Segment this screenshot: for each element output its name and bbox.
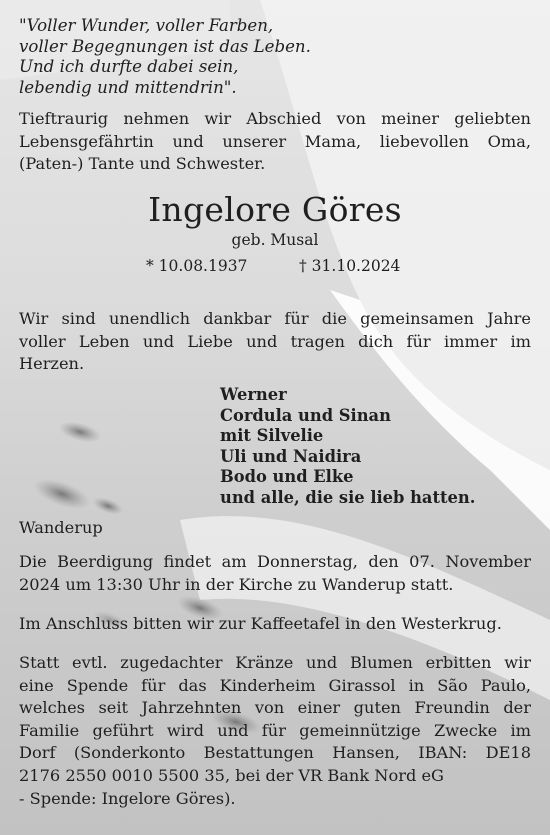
intro-line: Lebensgefährtin und unserer Mama, liebevollen Oma, bbox=[19, 131, 531, 151]
poem-line: lebendig und mittendrin". bbox=[19, 77, 237, 97]
mourner-entry: und alle, die sie lieb hatten. bbox=[220, 487, 476, 507]
thanks-line: voller Leben und Liebe und tragen dich für immer im bbox=[19, 331, 531, 351]
mourner-entry: Cordula und Sinan bbox=[220, 405, 391, 425]
donation-line: Statt evtl. zugedachter Kränze und Blumen erbitten wir bbox=[19, 653, 531, 672]
poem-line: voller Begegnungen ist das Leben. bbox=[19, 36, 311, 56]
death-date: † 31.10.2024 bbox=[299, 257, 401, 275]
donation-line: welches seit Jahrzehnten von einer guten Freundin der bbox=[19, 698, 531, 718]
donation-line: Dorf (Sonderkonto Bestattungen Hansen, IBAN: DE18 bbox=[19, 743, 531, 763]
deceased-name: Ingelore Göres bbox=[148, 190, 402, 229]
farewell-intro bbox=[19, 108, 531, 176]
mourner-entry: Uli und Naidira bbox=[220, 446, 362, 466]
intro-line: Tieftraurig nehmen wir Abschied von meiner geliebten bbox=[19, 109, 531, 128]
place-name: Wanderup bbox=[19, 518, 103, 537]
gratitude-text bbox=[19, 308, 531, 376]
intro-line: (Paten-) Tante und Schwester. bbox=[19, 154, 266, 174]
donation-line: 2176 2550 0010 5500 35, bei der VR Bank Nord eG bbox=[19, 765, 444, 785]
mourners-list bbox=[220, 385, 475, 508]
maiden-name: geb. Musal bbox=[231, 231, 319, 249]
donation-line: - Spende: Ingelore Göres). bbox=[19, 788, 236, 808]
mourner-entry: mit Silvelie bbox=[220, 426, 324, 445]
thanks-line: Herzen. bbox=[19, 354, 85, 374]
memorial-poem bbox=[19, 16, 319, 98]
funeral-line: Die Beerdigung findet am Donnerstag, den 07. November bbox=[19, 552, 531, 571]
mourner-entry: Werner bbox=[220, 385, 287, 404]
donation-line: Familie geführt wird und für gemeinnützige Zwecke im bbox=[19, 720, 531, 740]
birth-date: * 10.08.1937 bbox=[146, 257, 248, 275]
donation-line: eine Spende für das Kinderheim Girassol in São Paulo, bbox=[19, 675, 531, 695]
coffee-line: Im Anschluss bitten wir zur Kaffeetafel in den Westerkrug. bbox=[19, 614, 502, 633]
poem-line: Und ich durfte dabei sein, bbox=[19, 57, 239, 76]
funeral-details bbox=[19, 551, 531, 596]
reception-note bbox=[19, 613, 531, 636]
funeral-line: 2024 um 13:30 Uhr in der Kirche zu Wanderup statt. bbox=[19, 574, 454, 594]
poem-line: "Voller Wunder, voller Farben, bbox=[19, 16, 274, 35]
donation-request bbox=[19, 652, 531, 810]
mourner-entry: Bodo und Elke bbox=[220, 467, 354, 486]
thanks-line: Wir sind unendlich dankbar für die gemeinsamen Jahre bbox=[19, 309, 531, 328]
